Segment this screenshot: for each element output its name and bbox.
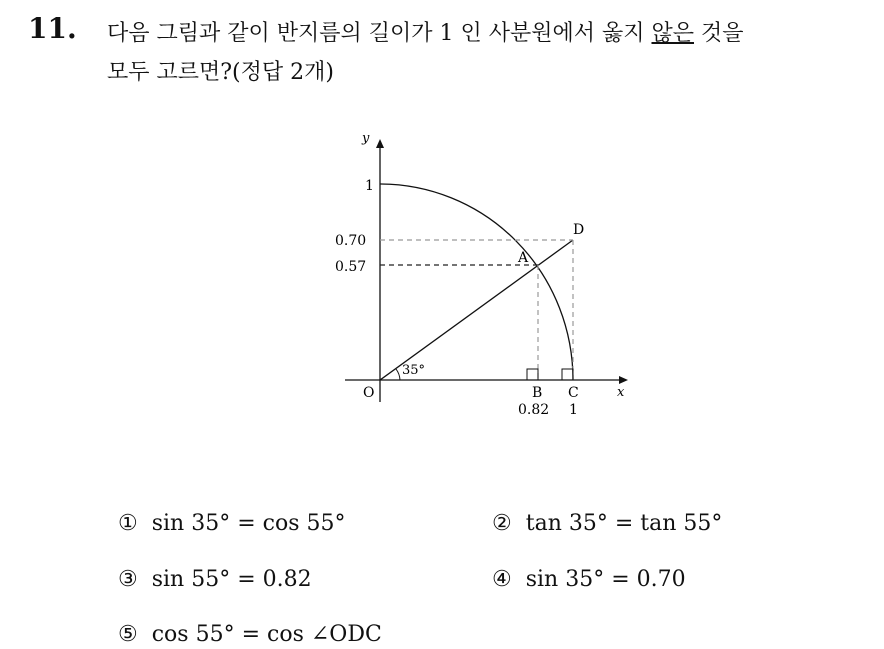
choice-4-number: ④ bbox=[492, 567, 512, 592]
label-point-c: C bbox=[568, 385, 579, 401]
question-text-part2: 것을 bbox=[694, 21, 744, 46]
line-od bbox=[380, 240, 573, 380]
choice-1-number: ① bbox=[118, 511, 138, 536]
choice-1[interactable] bbox=[118, 511, 345, 536]
angle-arc bbox=[396, 369, 400, 380]
y-tick-057: 0.57 bbox=[335, 259, 367, 275]
choice-2[interactable] bbox=[492, 511, 722, 536]
y-tick-070: 0.70 bbox=[335, 233, 367, 249]
quarter-circle-arc bbox=[380, 184, 573, 380]
x-tick-082: 0.82 bbox=[518, 402, 550, 418]
y-axis-arrow bbox=[376, 139, 384, 148]
choice-3-text: sin 55° = 0.82 bbox=[151, 567, 312, 592]
label-point-b: B bbox=[532, 385, 543, 401]
angle-label: 35° bbox=[402, 363, 426, 378]
x-axis-label: x bbox=[617, 385, 625, 400]
choice-5[interactable] bbox=[118, 622, 382, 647]
question-text-line2: 모두 고르면?(정답 2개) bbox=[107, 60, 334, 85]
right-angle-b bbox=[527, 369, 538, 380]
x-tick-1: 1 bbox=[569, 402, 578, 418]
choice-4[interactable] bbox=[492, 567, 686, 592]
question-emphasis: 않은 bbox=[651, 21, 694, 46]
label-point-a: A bbox=[518, 250, 529, 266]
label-origin: O bbox=[363, 385, 375, 401]
choice-2-text: tan 35° = tan 55° bbox=[525, 511, 723, 536]
choice-3-number: ③ bbox=[118, 567, 138, 592]
choice-4-text: sin 35° = 0.70 bbox=[525, 567, 686, 592]
label-point-d: D bbox=[573, 222, 585, 238]
choice-2-number: ② bbox=[492, 511, 512, 536]
x-axis-arrow bbox=[619, 376, 628, 384]
choice-3[interactable] bbox=[118, 567, 312, 592]
right-angle-c bbox=[562, 369, 573, 380]
y-tick-1: 1 bbox=[365, 178, 374, 194]
choice-5-text: cos 55° = cos ∠ODC bbox=[151, 622, 382, 647]
y-axis-label: y bbox=[362, 131, 370, 146]
choice-1-text: sin 35° = cos 55° bbox=[151, 511, 346, 536]
question-number: 11. bbox=[28, 12, 77, 45]
question-text-part1: 다음 그림과 같이 반지름의 길이가 1 인 사분원에서 옳지 bbox=[107, 21, 652, 46]
choice-5-number: ⑤ bbox=[118, 622, 138, 647]
